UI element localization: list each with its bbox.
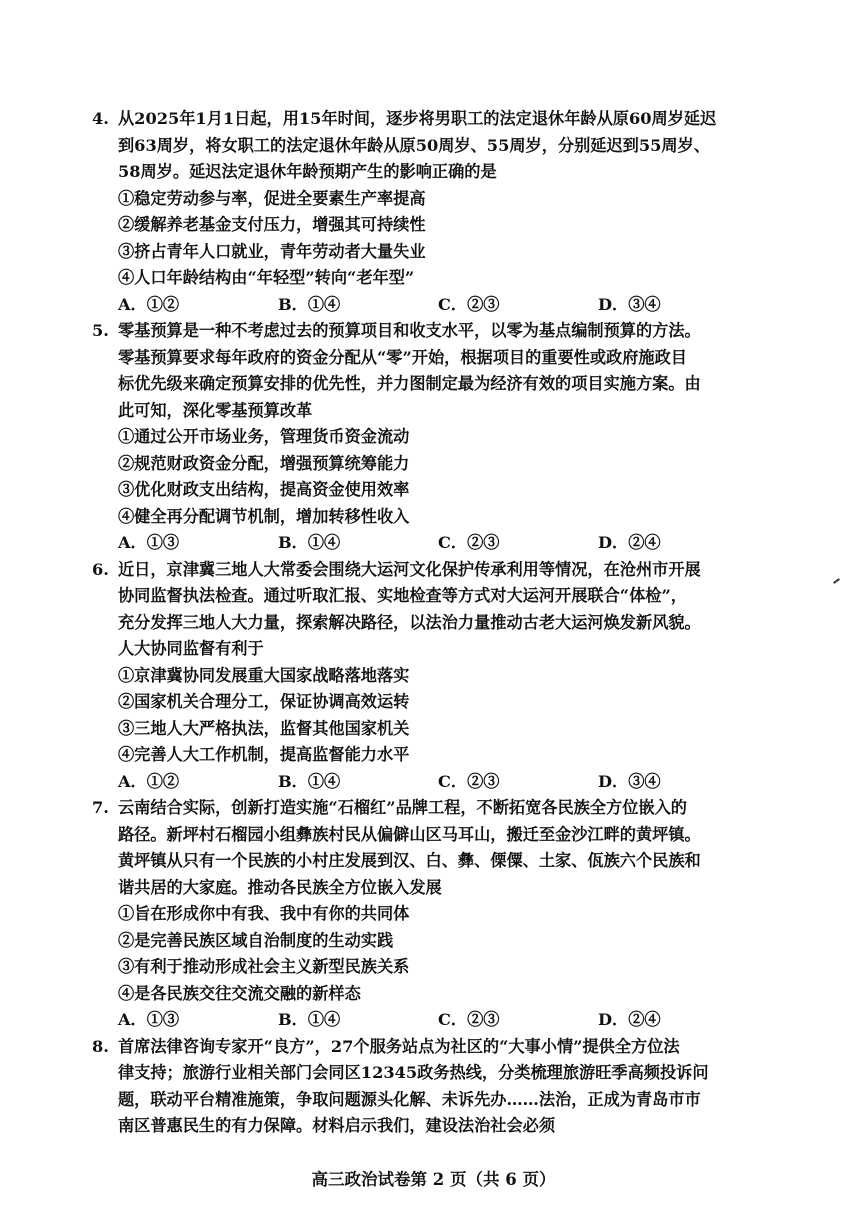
statement-item: ③优化财政支出结构，提高资金使用效率 <box>118 480 410 499</box>
statement-list <box>92 663 792 769</box>
statement-item: ②是完善民族区域自治制度的生动实践 <box>118 930 394 950</box>
stem-line <box>92 1034 792 1061</box>
answer-choice: A．①③ <box>118 533 180 552</box>
stem-text: 云南结合实际，创新打造实施“石榴红”品牌工程，不断拓宽各民族全方位嵌入的 <box>118 798 687 817</box>
question-stem <box>92 318 792 424</box>
question-5 <box>92 318 792 557</box>
answer-choice: B．①④ <box>278 294 341 314</box>
stem-line: 南区普惠民生的有力保障。材料启示我们，建设法治社会必须 <box>118 1116 556 1135</box>
statement-item: ④健全再分配调节机制，增加转移性收入 <box>118 506 410 526</box>
answer-choice: A．①② <box>118 294 180 314</box>
stem-line: 此可知，深化零基预算改革 <box>118 400 313 420</box>
stem-line <box>92 106 792 133</box>
statement-item: ③挤占青年人口就业，青年劳动者大量失业 <box>118 241 426 261</box>
statement-list <box>92 424 792 530</box>
question-number: 6. <box>92 559 109 579</box>
answer-choice: A．①③ <box>118 1010 180 1029</box>
stem-line: 谐共居的大家庭。推动各民族全方位嵌入发展 <box>118 877 442 897</box>
statement-item: ①稳定劳动参与率，促进全要素生产率提高 <box>118 188 426 208</box>
stem-line <box>92 795 792 822</box>
statement-item: ①旨在形成你中有我、我中有你的共同体 <box>118 904 410 923</box>
stem-line: 58周岁。延迟法定退休年龄预期产生的影响正确的是 <box>118 162 497 181</box>
answer-choices <box>92 1007 792 1034</box>
question-number: 5. <box>92 321 109 340</box>
question-6 <box>92 557 792 796</box>
question-7 <box>92 795 792 1034</box>
question-8 <box>92 1034 792 1140</box>
statement-item: ④人口年龄结构由“年轻型”转向“老年型” <box>118 268 415 287</box>
stem-line <box>92 318 792 345</box>
stem-line: 零基预算要求每年政府的资金分配从“零”开始，根据项目的重要性或政府施政目 <box>118 347 687 367</box>
page-footer: 高三政治试卷第 2 页（共 6 页） <box>311 1170 556 1189</box>
statement-item: ③有利于推动形成社会主义新型民族关系 <box>118 957 410 976</box>
answer-choice: D．②④ <box>598 1010 661 1029</box>
statement-list <box>92 901 792 1007</box>
stem-text: 近日，京津冀三地人大常委会围绕大运河文化保护传承利用等情况，在沧州市开展 <box>118 559 701 579</box>
stem-line: 标优先级来确定预算安排的优先性，并力图制定最为经济有效的项目实施方案。由 <box>118 374 701 393</box>
stem-line: 黄坪镇从只有一个民族的小村庄发展到汉、白、彝、傈僳、土家、佤族六个民族和 <box>118 851 701 870</box>
stem-line: 充分发挥三地人大力量，探索解决路径，以法治力量推动古老大运河焕发新风貌。 <box>118 612 701 632</box>
stem-line: 协同监督执法检查。通过听取汇报、实地检查等方式对大运河开展联合“体检”， <box>118 586 687 605</box>
answer-choices <box>92 769 792 796</box>
answer-choice: A．①② <box>118 771 180 791</box>
stem-line: 人大协同监督有利于 <box>118 639 264 658</box>
answer-choice: C．②③ <box>438 294 500 314</box>
question-4 <box>92 106 792 318</box>
stem-line <box>92 557 792 584</box>
question-number: 7. <box>92 798 109 817</box>
question-stem <box>92 795 792 901</box>
stem-line: 题，联动平台精准施策，争取问题源头化解、未诉先办……法治，正成为青岛市市 <box>118 1089 701 1109</box>
question-list <box>92 106 792 1140</box>
answer-choice: C．②③ <box>438 533 500 552</box>
statement-list <box>92 186 792 292</box>
stem-line: 律支持；旅游行业相关部门会同区12345政务热线，分类梳理旅游旺季高频投诉问 <box>118 1063 709 1082</box>
stray-pen-mark <box>833 578 840 584</box>
answer-choice: D．③④ <box>598 771 661 791</box>
statement-item: ④是各民族交往交流交融的新样态 <box>118 983 361 1003</box>
answer-choice: D．②④ <box>598 533 661 552</box>
statement-item: ①通过公开市场业务，管理货币资金流动 <box>118 427 410 446</box>
question-number: 4. <box>92 109 109 128</box>
answer-choice: B．①④ <box>278 533 341 552</box>
statement-item: ④完善人大工作机制，提高监督能力水平 <box>118 745 410 764</box>
stem-text: 从2025年1月1日起，用15年时间，逐步将男职工的法定退休年龄从原60周岁延迟 <box>118 109 717 128</box>
stem-text: 首席法律咨询专家开“良方”，27个服务站点为社区的“大事小情”提供全方位法 <box>118 1036 680 1056</box>
answer-choice: C．②③ <box>438 1010 500 1029</box>
answer-choices <box>92 530 792 557</box>
question-number: 8. <box>92 1036 109 1056</box>
answer-choice: B．①④ <box>278 1010 341 1029</box>
answer-choice: D．③④ <box>598 294 661 314</box>
question-stem <box>92 557 792 663</box>
statement-item: ①京津冀协同发展重大国家战略落地落实 <box>118 665 410 685</box>
statement-item: ②规范财政资金分配，增强预算统筹能力 <box>118 453 410 473</box>
statement-item: ②缓解养老基金支付压力，增强其可持续性 <box>118 215 426 234</box>
stem-line: 到63周岁，将女职工的法定退休年龄从原50周岁、55周岁，分别延迟到55周岁、 <box>118 135 710 155</box>
answer-choice: B．①④ <box>278 771 341 791</box>
answer-choice: C．②③ <box>438 771 500 791</box>
statement-item: ③三地人大严格执法，监督其他国家机关 <box>118 718 410 738</box>
question-stem <box>92 1034 792 1140</box>
answer-choices <box>92 292 792 319</box>
statement-item: ②国家机关合理分工，保证协调高效运转 <box>118 692 410 711</box>
stem-text: 零基预算是一种不考虑过去的预算项目和收支水平，以零为基点编制预算的方法。 <box>118 321 701 340</box>
stem-line: 路径。新坪村石榴园小组彝族村民从偏僻山区马耳山，搬迁至金沙江畔的黄坪镇。 <box>118 824 701 844</box>
question-stem <box>92 106 792 186</box>
